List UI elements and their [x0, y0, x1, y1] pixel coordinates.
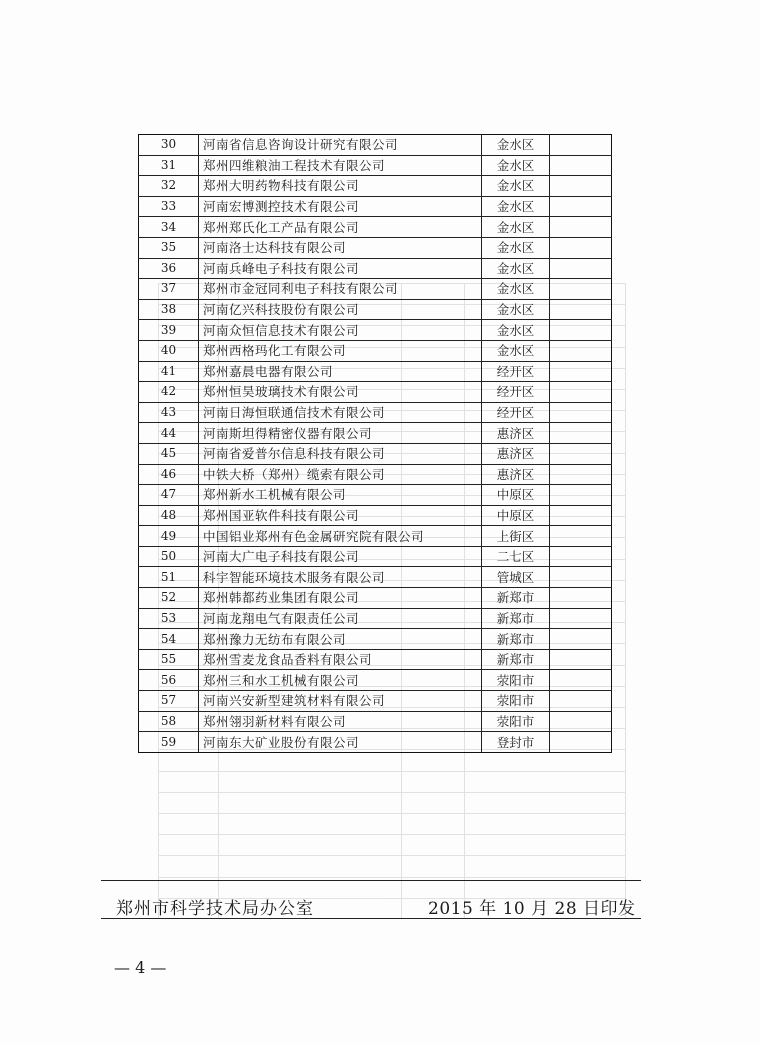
table-row [139, 340, 612, 361]
table-row [139, 629, 612, 650]
district: 经开区 [482, 361, 550, 382]
table-row [139, 464, 612, 485]
company-name: 河南大广电子科技有限公司 [199, 546, 482, 567]
company-name: 郑州国亚软件科技有限公司 [199, 505, 482, 526]
row-number: 48 [139, 505, 199, 526]
table-row [139, 320, 612, 341]
blank-cell [550, 588, 612, 609]
table-row [139, 670, 612, 691]
row-number: 57 [139, 691, 199, 712]
table-row [139, 361, 612, 382]
row-number: 41 [139, 361, 199, 382]
company-name: 河南亿兴科技股份有限公司 [199, 299, 482, 320]
district: 上街区 [482, 526, 550, 547]
company-name: 中铁大桥（郑州）缆索有限公司 [199, 464, 482, 485]
blank-cell [550, 361, 612, 382]
district: 登封市 [482, 732, 550, 753]
blank-cell [550, 320, 612, 341]
company-name: 河南斯坦得精密仪器有限公司 [199, 423, 482, 444]
company-name: 科宇智能环境技术服务有限公司 [199, 567, 482, 588]
district: 金水区 [482, 155, 550, 176]
company-table [138, 134, 612, 753]
table-row [139, 443, 612, 464]
blank-cell [550, 382, 612, 403]
district: 惠济区 [482, 443, 550, 464]
company-name: 郑州嘉晨电器有限公司 [199, 361, 482, 382]
row-number: 46 [139, 464, 199, 485]
blank-cell [550, 237, 612, 258]
table-row [139, 237, 612, 258]
company-name: 郑州韩都药业集团有限公司 [199, 588, 482, 609]
blank-cell [550, 526, 612, 547]
district: 管城区 [482, 567, 550, 588]
district: 惠济区 [482, 423, 550, 444]
row-number: 52 [139, 588, 199, 609]
blank-cell [550, 649, 612, 670]
table-row [139, 691, 612, 712]
company-name: 郑州三和水工机械有限公司 [199, 670, 482, 691]
table-row [139, 279, 612, 300]
district: 荥阳市 [482, 691, 550, 712]
district: 金水区 [482, 196, 550, 217]
blank-cell [550, 711, 612, 732]
company-name: 郑州郑氏化工产品有限公司 [199, 217, 482, 238]
table-row [139, 732, 612, 753]
blank-cell [550, 567, 612, 588]
blank-cell [550, 546, 612, 567]
table-row [139, 196, 612, 217]
blank-cell [550, 505, 612, 526]
company-name: 郑州恒昊玻璃技术有限公司 [199, 382, 482, 403]
row-number: 44 [139, 423, 199, 444]
district: 金水区 [482, 320, 550, 341]
district: 惠济区 [482, 464, 550, 485]
row-number: 47 [139, 485, 199, 506]
company-name: 河南龙翔电气有限责任公司 [199, 608, 482, 629]
table-row [139, 711, 612, 732]
row-number: 36 [139, 258, 199, 279]
blank-cell [550, 423, 612, 444]
company-name: 郑州豫力无纺布有限公司 [199, 629, 482, 650]
blank-cell [550, 258, 612, 279]
table-row [139, 217, 612, 238]
table-row [139, 402, 612, 423]
issuing-office: 郑州市科学技术局办公室 [116, 899, 314, 919]
blank-cell [550, 670, 612, 691]
district: 新郑市 [482, 629, 550, 650]
table-row [139, 155, 612, 176]
row-number: 33 [139, 196, 199, 217]
row-number: 50 [139, 546, 199, 567]
blank-cell [550, 443, 612, 464]
issue-date: 2015 年 10 月 28 日印发 [428, 899, 636, 919]
blank-cell [550, 279, 612, 300]
district: 经开区 [482, 402, 550, 423]
row-number: 45 [139, 443, 199, 464]
company-name: 河南兵峰电子科技有限公司 [199, 258, 482, 279]
row-number: 30 [139, 135, 199, 156]
blank-cell [550, 176, 612, 197]
blank-cell [550, 691, 612, 712]
table-row [139, 299, 612, 320]
row-number: 34 [139, 217, 199, 238]
table-row [139, 649, 612, 670]
company-name: 河南兴安新型建筑材料有限公司 [199, 691, 482, 712]
table-row [139, 176, 612, 197]
row-number: 37 [139, 279, 199, 300]
table-row [139, 567, 612, 588]
row-number: 43 [139, 402, 199, 423]
table-row [139, 135, 612, 156]
district: 中原区 [482, 485, 550, 506]
company-name: 河南省信息咨询设计研究有限公司 [199, 135, 482, 156]
row-number: 59 [139, 732, 199, 753]
footer-top-rule [101, 880, 641, 881]
row-number: 39 [139, 320, 199, 341]
district: 金水区 [482, 237, 550, 258]
blank-cell [550, 485, 612, 506]
blank-cell [550, 217, 612, 238]
district: 新郑市 [482, 649, 550, 670]
company-name: 河南宏博测控技术有限公司 [199, 196, 482, 217]
row-number: 56 [139, 670, 199, 691]
blank-cell [550, 340, 612, 361]
district: 金水区 [482, 279, 550, 300]
row-number: 32 [139, 176, 199, 197]
table-row [139, 258, 612, 279]
row-number: 53 [139, 608, 199, 629]
company-name: 河南众恒信息技术有限公司 [199, 320, 482, 341]
blank-cell [550, 402, 612, 423]
company-name: 郑州雪麦龙食品香料有限公司 [199, 649, 482, 670]
company-name: 中国铝业郑州有色金属研究院有限公司 [199, 526, 482, 547]
blank-cell [550, 608, 612, 629]
company-name: 郑州翎羽新材料有限公司 [199, 711, 482, 732]
blank-cell [550, 464, 612, 485]
row-number: 51 [139, 567, 199, 588]
company-name: 河南日海恒联通信技术有限公司 [199, 402, 482, 423]
blank-cell [550, 155, 612, 176]
company-name: 郑州西格玛化工有限公司 [199, 340, 482, 361]
company-name: 郑州新水工机械有限公司 [199, 485, 482, 506]
table-row [139, 546, 612, 567]
table-row [139, 608, 612, 629]
district: 经开区 [482, 382, 550, 403]
row-number: 54 [139, 629, 199, 650]
row-number: 40 [139, 340, 199, 361]
table-row [139, 526, 612, 547]
district: 新郑市 [482, 608, 550, 629]
row-number: 42 [139, 382, 199, 403]
table-row [139, 485, 612, 506]
district: 荥阳市 [482, 670, 550, 691]
district: 金水区 [482, 217, 550, 238]
district: 金水区 [482, 258, 550, 279]
row-number: 58 [139, 711, 199, 732]
table-row [139, 588, 612, 609]
district: 中原区 [482, 505, 550, 526]
table-row [139, 382, 612, 403]
district: 二七区 [482, 546, 550, 567]
company-name: 郑州四维粮油工程技术有限公司 [199, 155, 482, 176]
blank-cell [550, 732, 612, 753]
district: 金水区 [482, 299, 550, 320]
row-number: 31 [139, 155, 199, 176]
district: 金水区 [482, 135, 550, 156]
blank-cell [550, 196, 612, 217]
blank-cell [550, 135, 612, 156]
blank-cell [550, 299, 612, 320]
row-number: 55 [139, 649, 199, 670]
company-table-body [139, 135, 612, 753]
company-name: 郑州大明药物科技有限公司 [199, 176, 482, 197]
district: 金水区 [482, 176, 550, 197]
table-row [139, 505, 612, 526]
row-number: 49 [139, 526, 199, 547]
footer-bottom-rule [101, 918, 641, 919]
company-name: 河南省爱普尔信息科技有限公司 [199, 443, 482, 464]
table-row [139, 423, 612, 444]
page-number: — 4 — [114, 958, 167, 977]
company-name: 河南东大矿业股份有限公司 [199, 732, 482, 753]
blank-cell [550, 629, 612, 650]
row-number: 38 [139, 299, 199, 320]
district: 新郑市 [482, 588, 550, 609]
district: 金水区 [482, 340, 550, 361]
company-name: 河南洛士达科技有限公司 [199, 237, 482, 258]
district: 荥阳市 [482, 711, 550, 732]
company-name: 郑州市金冠同利电子科技有限公司 [199, 279, 482, 300]
row-number: 35 [139, 237, 199, 258]
